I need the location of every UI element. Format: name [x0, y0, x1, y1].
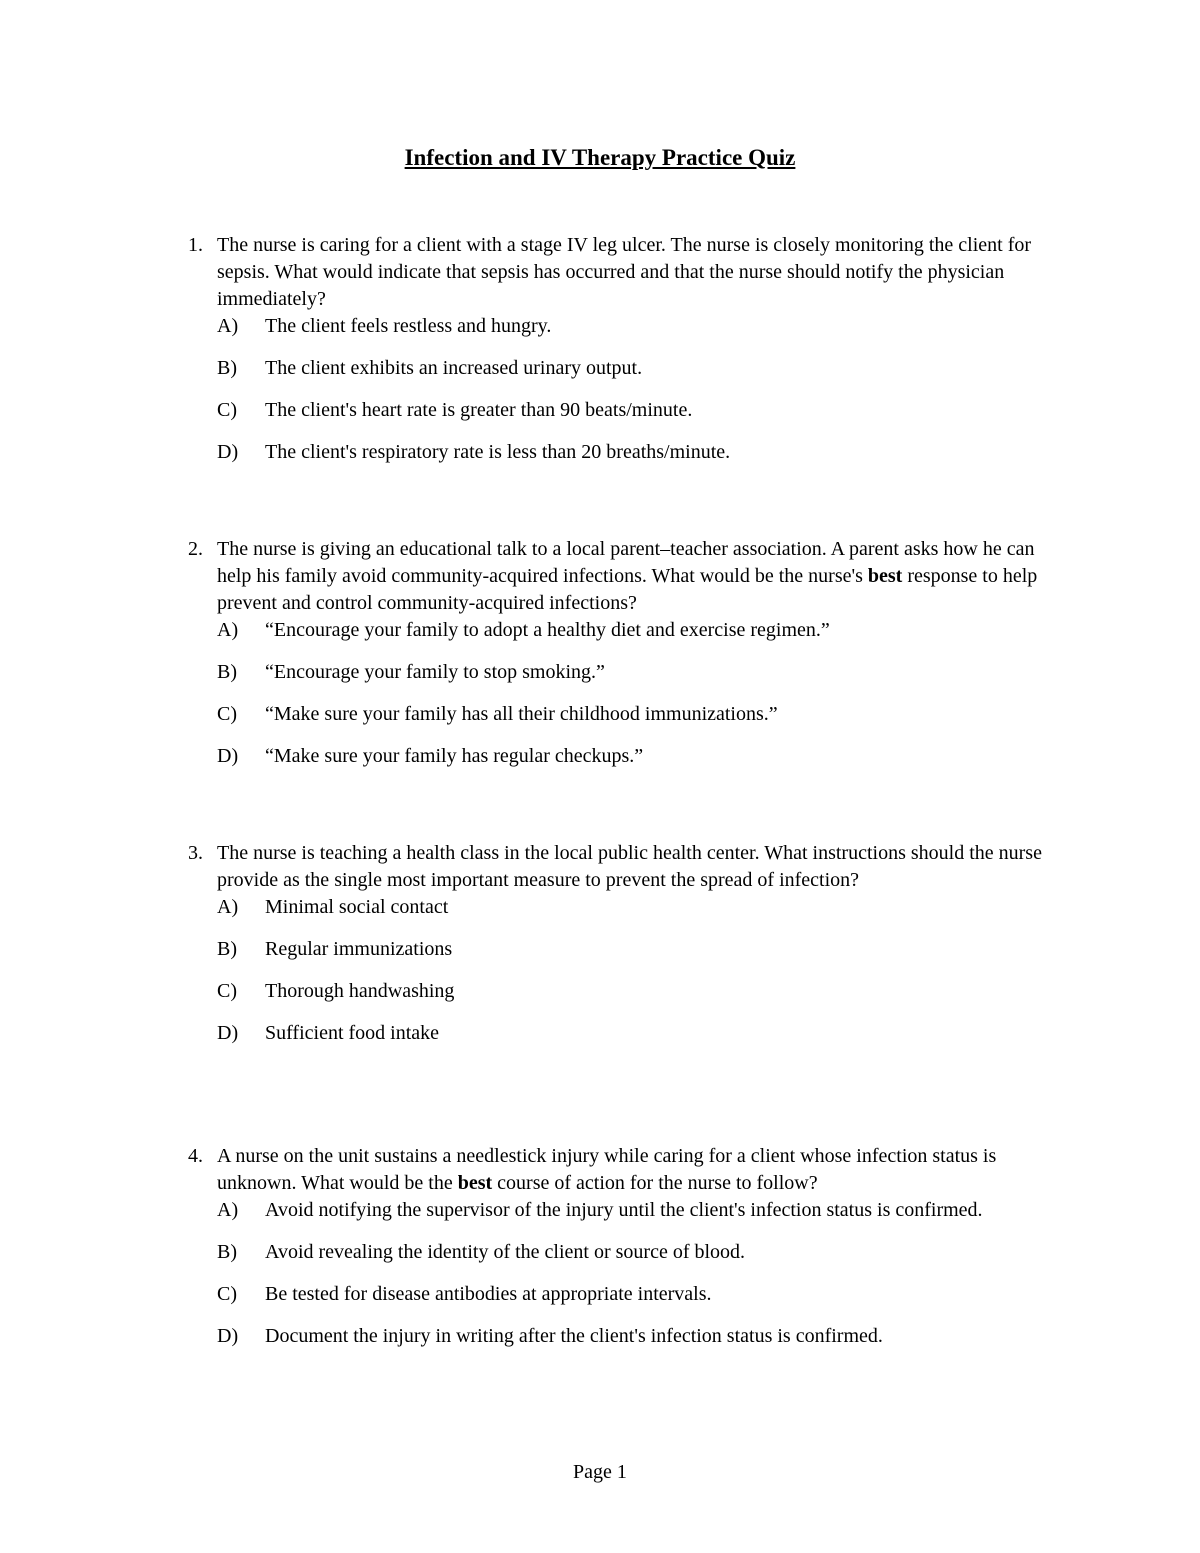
option-text: “Encourage your family to adopt a healthy diet and exercise regimen.”: [265, 619, 830, 641]
stem-segment: A nurse on the unit sustains a needlestick injury while caring for a client whose infection status is unknown. What would be the: [217, 1145, 997, 1194]
option-letter: A): [217, 619, 239, 641]
option-letter: B): [217, 938, 237, 960]
stem-segment: response to help prevent and control community-acquired infections?: [217, 565, 1038, 614]
answer-option: [188, 1281, 1068, 1308]
page-number: Page 1: [573, 1461, 627, 1483]
question-number: 3.: [188, 842, 203, 864]
answer-option: [188, 1239, 1068, 1266]
option-letter: A): [217, 1199, 239, 1221]
option-letter: D): [217, 441, 239, 463]
question-text: [217, 840, 1068, 894]
question-number: 4.: [188, 1145, 203, 1167]
option-text: The client feels restless and hungry.: [265, 315, 552, 337]
answer-option: [188, 936, 1068, 963]
stem-segment: The nurse is giving an educational talk to a local parent–teacher association. A parent asks how he can help his family avoid community-acquired infections. What would be the nurse's: [217, 538, 1035, 587]
option-text: “Make sure your family has regular checkups.”: [265, 745, 644, 767]
option-letter: A): [217, 315, 239, 337]
option-text: Minimal social contact: [265, 896, 449, 918]
option-letter: C): [217, 703, 237, 725]
option-letter: B): [217, 1241, 237, 1263]
option-letter: C): [217, 980, 237, 1002]
option-text: Avoid notifying the supervisor of the injury until the client's infection status is confirmed.: [265, 1199, 983, 1221]
stem-emphasis: best: [867, 565, 903, 587]
option-text: The client exhibits an increased urinary output.: [265, 357, 643, 379]
answer-option: [188, 355, 1068, 382]
option-letter: C): [217, 1283, 237, 1305]
question-stem: [188, 536, 1068, 617]
answer-option: [188, 894, 1068, 921]
answer-option: [188, 617, 1068, 644]
stem-segment: The nurse is caring for a client with a stage IV leg ulcer. The nurse is closely monitoring the client for sepsis. What would indicate that sepsis has occurred and that the nurse should notify the physician immediately?: [217, 234, 1032, 310]
option-text: The client's heart rate is greater than 90 beats/minute.: [265, 399, 693, 421]
option-text: “Make sure your family has all their childhood immunizations.”: [265, 703, 778, 725]
option-text: The client's respiratory rate is less than 20 breaths/minute.: [265, 441, 731, 463]
stem-segment: course of action for the nurse to follow?: [492, 1172, 818, 1194]
option-letter: D): [217, 1022, 239, 1044]
question-stem: [188, 1143, 1068, 1197]
answer-option: [188, 1323, 1068, 1350]
answer-option: [188, 743, 1068, 770]
answer-option: [188, 397, 1068, 424]
stem-emphasis: best: [457, 1172, 493, 1194]
question-stem: [188, 840, 1068, 894]
page-title: Infection and IV Therapy Practice Quiz: [404, 145, 796, 170]
question-number: 1.: [188, 234, 203, 256]
question-4: [188, 1143, 1068, 1365]
option-letter: A): [217, 896, 239, 918]
question-1: [188, 232, 1068, 481]
answer-option: [188, 313, 1068, 340]
option-letter: C): [217, 399, 237, 421]
answer-option: [188, 1197, 1068, 1224]
question-stem: [188, 232, 1068, 313]
question-text: [217, 1143, 1068, 1197]
answer-option: [188, 1020, 1068, 1047]
option-text: “Encourage your family to stop smoking.”: [265, 661, 605, 683]
option-text: Document the injury in writing after the client's infection status is confirmed.: [265, 1325, 883, 1347]
option-letter: D): [217, 1325, 239, 1347]
option-text: Sufficient food intake: [265, 1022, 440, 1044]
option-letter: D): [217, 745, 239, 767]
option-text: Avoid revealing the identity of the client or source of blood.: [265, 1241, 746, 1263]
option-text: Be tested for disease antibodies at appropriate intervals.: [265, 1283, 712, 1305]
option-text: Regular immunizations: [265, 938, 453, 960]
option-letter: B): [217, 357, 237, 379]
stem-segment: The nurse is teaching a health class in the local public health center. What instructions should the nurse provide as the single most important measure to prevent the spread of infection?: [217, 842, 1042, 891]
question-text: [217, 536, 1068, 617]
answer-option: [188, 439, 1068, 466]
answer-option: [188, 701, 1068, 728]
question-number: 2.: [188, 538, 203, 560]
option-text: Thorough handwashing: [265, 980, 455, 1002]
question-text: [217, 232, 1068, 313]
option-letter: B): [217, 661, 237, 683]
answer-option: [188, 978, 1068, 1005]
question-2: [188, 536, 1068, 785]
answer-option: [188, 659, 1068, 686]
question-3: [188, 840, 1068, 1062]
